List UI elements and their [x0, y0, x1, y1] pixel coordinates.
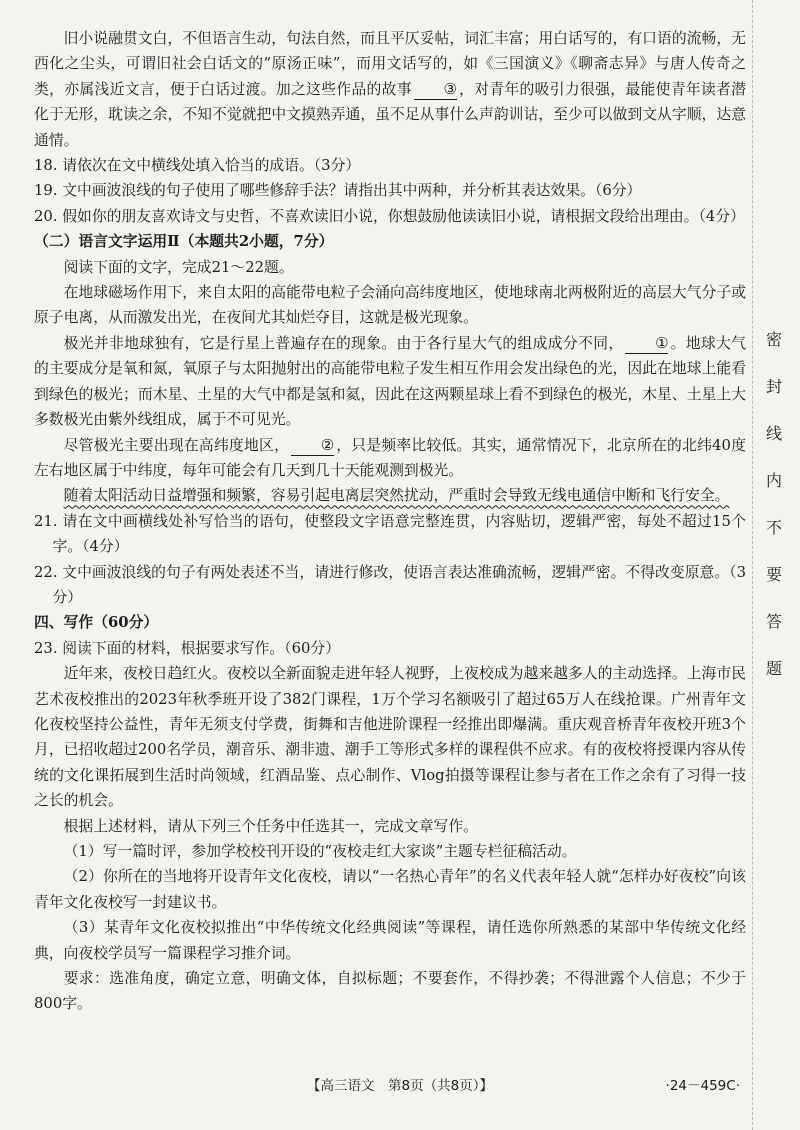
passage-text-2: ，对青年的吸引力很强，最能使青年读者潜化于无形，耽读之余，不知不觉就把中文摸熟弄通，虽不足从事什么声韵训诂，至少可以做到文从字顺，达意通情。: [34, 80, 746, 149]
seal-char: 要: [765, 565, 782, 584]
seal-char: 封: [765, 377, 782, 396]
writing-material: 近年来，夜校日趋红火。夜校以全新面貌走进年轻人视野，上夜校成为越来越多人的主动选择。上海市民艺术夜校推出的2023年秋季班开设了382门课程，1万个学习名额吸引了超过65万人在线抢课。广州青年文化夜校坚持公益性，青年无须支付学费，街舞和吉他进阶课程一经推出即爆满。重庆观音桥青年夜校开班3个月，已招收超过200名学员，潮音乐、潮非遗、潮手工等形式多样的课程供不应求。有的夜校将授课内容从传统的文化课拓展到生活时尚领域，红酒品鉴、点心制作、Vlog拍摄等课程让参与者在工作之余有了习得一技之长的机会。: [34, 665, 746, 810]
task-3: （3）某青年文化夜校拟推出“中华传统文化经典阅读”等课程，请任选你所熟悉的某部中华传统文化经典，向夜校学员写一篇课程学习推介词。: [34, 919, 746, 962]
seal-line-notice: [762, 330, 786, 679]
question-19: 19. 文中画波浪线的句子使用了哪些修辞手法？请指出其中两种，并分析其表达效果。（6分）: [34, 182, 642, 200]
aurora-paragraph-4: [34, 483, 746, 508]
seal-line: [752, 0, 753, 1130]
wavy-sentence: 随着太阳活动日益增强和频繁，容易引起电离层突然扰动，严重时会导致无线电通信中断和飞行安全。: [63, 487, 730, 505]
aurora-paragraph-3: [34, 433, 746, 484]
passage-text-1: 旧小说融贯文白，不但语言生动，句法自然，而且平仄妥帖，词汇丰富；用白话写的，有口语的流畅，无西化之尘头，可谓旧社会白话文的“原汤正味”，而用文话写的，如《三国演义》《聊斋志异》与唐人传奇之类，亦属浅近文言，便于白话过渡。加之这些作品的故事: [34, 30, 746, 98]
task-2: （2）你所在的当地将开设青年文化夜校，请以“一名热心青年”的名义代表年轻人就“怎样办好夜校”向该青年文化夜校写一封建议书。: [34, 868, 746, 911]
exam-code: ·24－459C·: [665, 1078, 740, 1094]
seal-char: 题: [765, 659, 782, 678]
question-23: 23. 阅读下面的材料，根据要求写作。（60分）: [34, 639, 341, 657]
section-2-heading: （二）语言文字运用Ⅱ（本题共2小题，7分）: [34, 233, 334, 251]
question-20: 20. 假如你的朋友喜欢诗文与史哲，不喜欢读旧小说，你想鼓励他读读旧小说，请根据文段给出理由。（4分）: [34, 207, 745, 225]
page-footer: [0, 1072, 800, 1096]
aurora-p2-text-b: 。地球大气的主要成分是氧和氮，氧原子与太阳抛射出的高能带电粒子发生相互作用会发出绿色的光，因此在地球上能看到绿色的极光；而木星、土星的大气中都是氢和氦，因此在这两颗星球上看不到绿色的极光，木星、土星上大多数极光由紫外线组成，属于不可见光。: [34, 334, 746, 429]
aurora-paragraph-1: 在地球磁场作用下，来自太阳的高能带电粒子会涌向高纬度地区，使地球南北两极附近的高层大气分子或原子电离，从而激发出光，在夜间尤其灿烂夺目，这就是极光现象。: [34, 284, 746, 327]
passage-tail: [34, 26, 746, 153]
question-22: 22. 文中画波浪线的句子有两处表述不当，请进行修改，使语言表达准确流畅，逻辑严密。不得改变原意。（3分）: [34, 563, 746, 606]
question-18: 18. 请依次在文中横线处填入恰当的成语。（3分）: [34, 157, 361, 175]
blank-1: ①: [625, 335, 668, 354]
page-number-label: 【高三语文 第8页（共8页）】: [307, 1078, 493, 1094]
section-2-intro: 阅读下面的文字，完成21～22题。: [63, 258, 294, 276]
page-content: [34, 26, 746, 1017]
aurora-p3-text-b: ，只是频率比较低。其实，通常情况下，北京所在的北纬40度左右地区属于中纬度，每年可能会有几天到几十天能观测到极光。: [34, 436, 746, 479]
seal-char: 答: [765, 612, 782, 631]
question-21: 21. 请在文中画横线处补写恰当的语句，使整段文字语意完整连贯，内容贴切，逻辑严密，每处不超过15个字。（4分）: [34, 512, 746, 556]
task-1: （1）写一篇时评，参加学校校刊开设的“夜校走红大家谈”主题专栏征稿活动。: [63, 843, 577, 860]
aurora-p2-text-a: 极光并非地球独有，它是行星上普遍存在的现象。由于各行星大气的组成成分不同，: [63, 334, 624, 352]
writing-requirement: 要求：选准角度，确定立意，明确文体，自拟标题；不要套作，不得抄袭；不得泄露个人信息；不少于800字。: [34, 970, 746, 1013]
aurora-paragraph-2: [34, 331, 746, 433]
section-4-heading: 四、写作（60分）: [34, 614, 159, 632]
aurora-p3-text-a: 尽管极光主要出现在高纬度地区，: [63, 436, 290, 454]
seal-char: 内: [765, 471, 782, 490]
blank-2: ②: [291, 437, 334, 456]
task-intro: 根据上述材料，请从下列三个任务中任选其一，完成文章写作。: [63, 817, 478, 835]
seal-char: 线: [765, 424, 782, 443]
seal-char: 不: [765, 518, 782, 537]
seal-char: 密: [765, 330, 782, 349]
blank-3: ③: [414, 81, 457, 100]
